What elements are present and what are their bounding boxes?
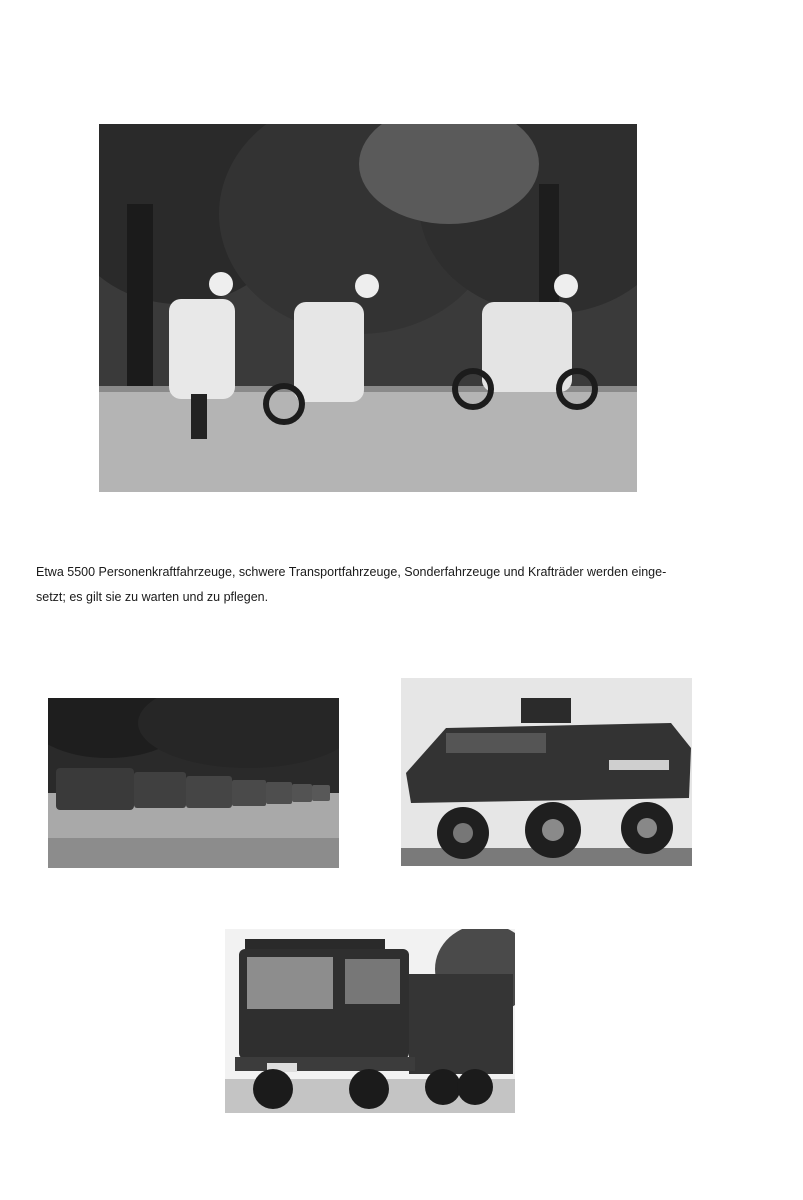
caption-line-2: setzt; es gilt sie zu warten und zu pflegen. [36, 590, 269, 604]
photo-truck [225, 929, 515, 1113]
photo-apc [401, 678, 692, 866]
photo-motorcycles [99, 124, 637, 492]
caption-text [36, 560, 756, 610]
photo-convoy [48, 698, 339, 868]
caption-line-1: Etwa 5500 Personenkraftfahrzeuge, schwere Transportfahrzeuge, Sonderfahrzeuge und Krafträder werden einge- [36, 565, 667, 579]
